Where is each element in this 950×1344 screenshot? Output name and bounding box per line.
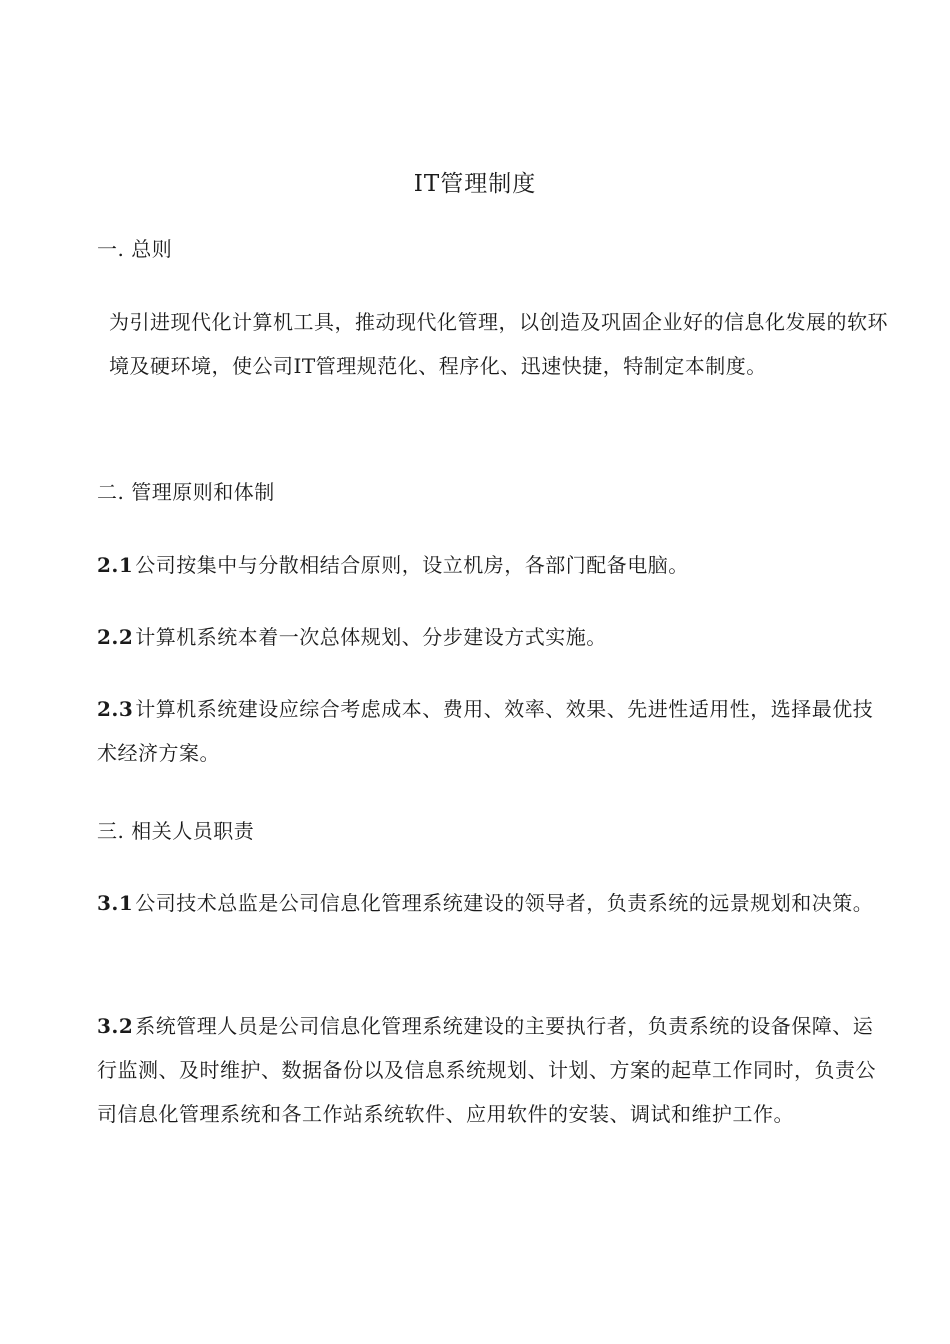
clause-number: 3.2: [97, 1014, 134, 1038]
clause-number: 3.1: [97, 891, 134, 915]
document-title: IT管理制度: [413, 171, 537, 197]
section-heading-principles: 二. 管理原则和体制: [97, 480, 275, 504]
paragraph-text: 为引进现代化计算机工具，推动现代化管理，以创造及巩固企业好的信息化发展的软环境及硬环境，使公司IT管理规范化、程序化、迅速快捷，特制定本制度。: [109, 310, 888, 378]
paragraph-text: 计算机系统本着一次总体规划、分步建设方式实施。: [135, 625, 607, 649]
section-heading-general: 一. 总则: [97, 237, 173, 261]
paragraph-text: 系统管理人员是公司信息化管理系统建设的主要执行者，负责系统的设备保障、运行监测、及时维护、数据备份以及信息系统规划、计划、方案的起草工作同时，负责公司信息化管理系统和各工作站系统软件、应用软件的安装、调试和维护工作。: [97, 1014, 876, 1126]
paragraph-3-1: [97, 881, 877, 925]
paragraph-text: 公司技术总监是公司信息化管理系统建设的领导者，负责系统的远景规划和决策。: [135, 891, 874, 915]
paragraph-2-1: [97, 543, 877, 587]
paragraph-general-intro: [97, 300, 889, 388]
paragraph-3-2: [97, 1004, 877, 1136]
section-heading-responsibilities: 三. 相关人员职责: [97, 819, 255, 843]
paragraph-2-2: [97, 615, 877, 659]
clause-number: 2.1: [97, 553, 134, 577]
clause-number: 2.2: [97, 625, 134, 649]
paragraph-2-3: [97, 687, 877, 775]
clause-number: 2.3: [97, 697, 134, 721]
paragraph-text: 计算机系统建设应综合考虑成本、费用、效率、效果、先进性适用性，选择最优技术经济方案。: [97, 697, 874, 765]
paragraph-text: 公司按集中与分散相结合原则，设立机房，各部门配备电脑。: [135, 553, 689, 577]
